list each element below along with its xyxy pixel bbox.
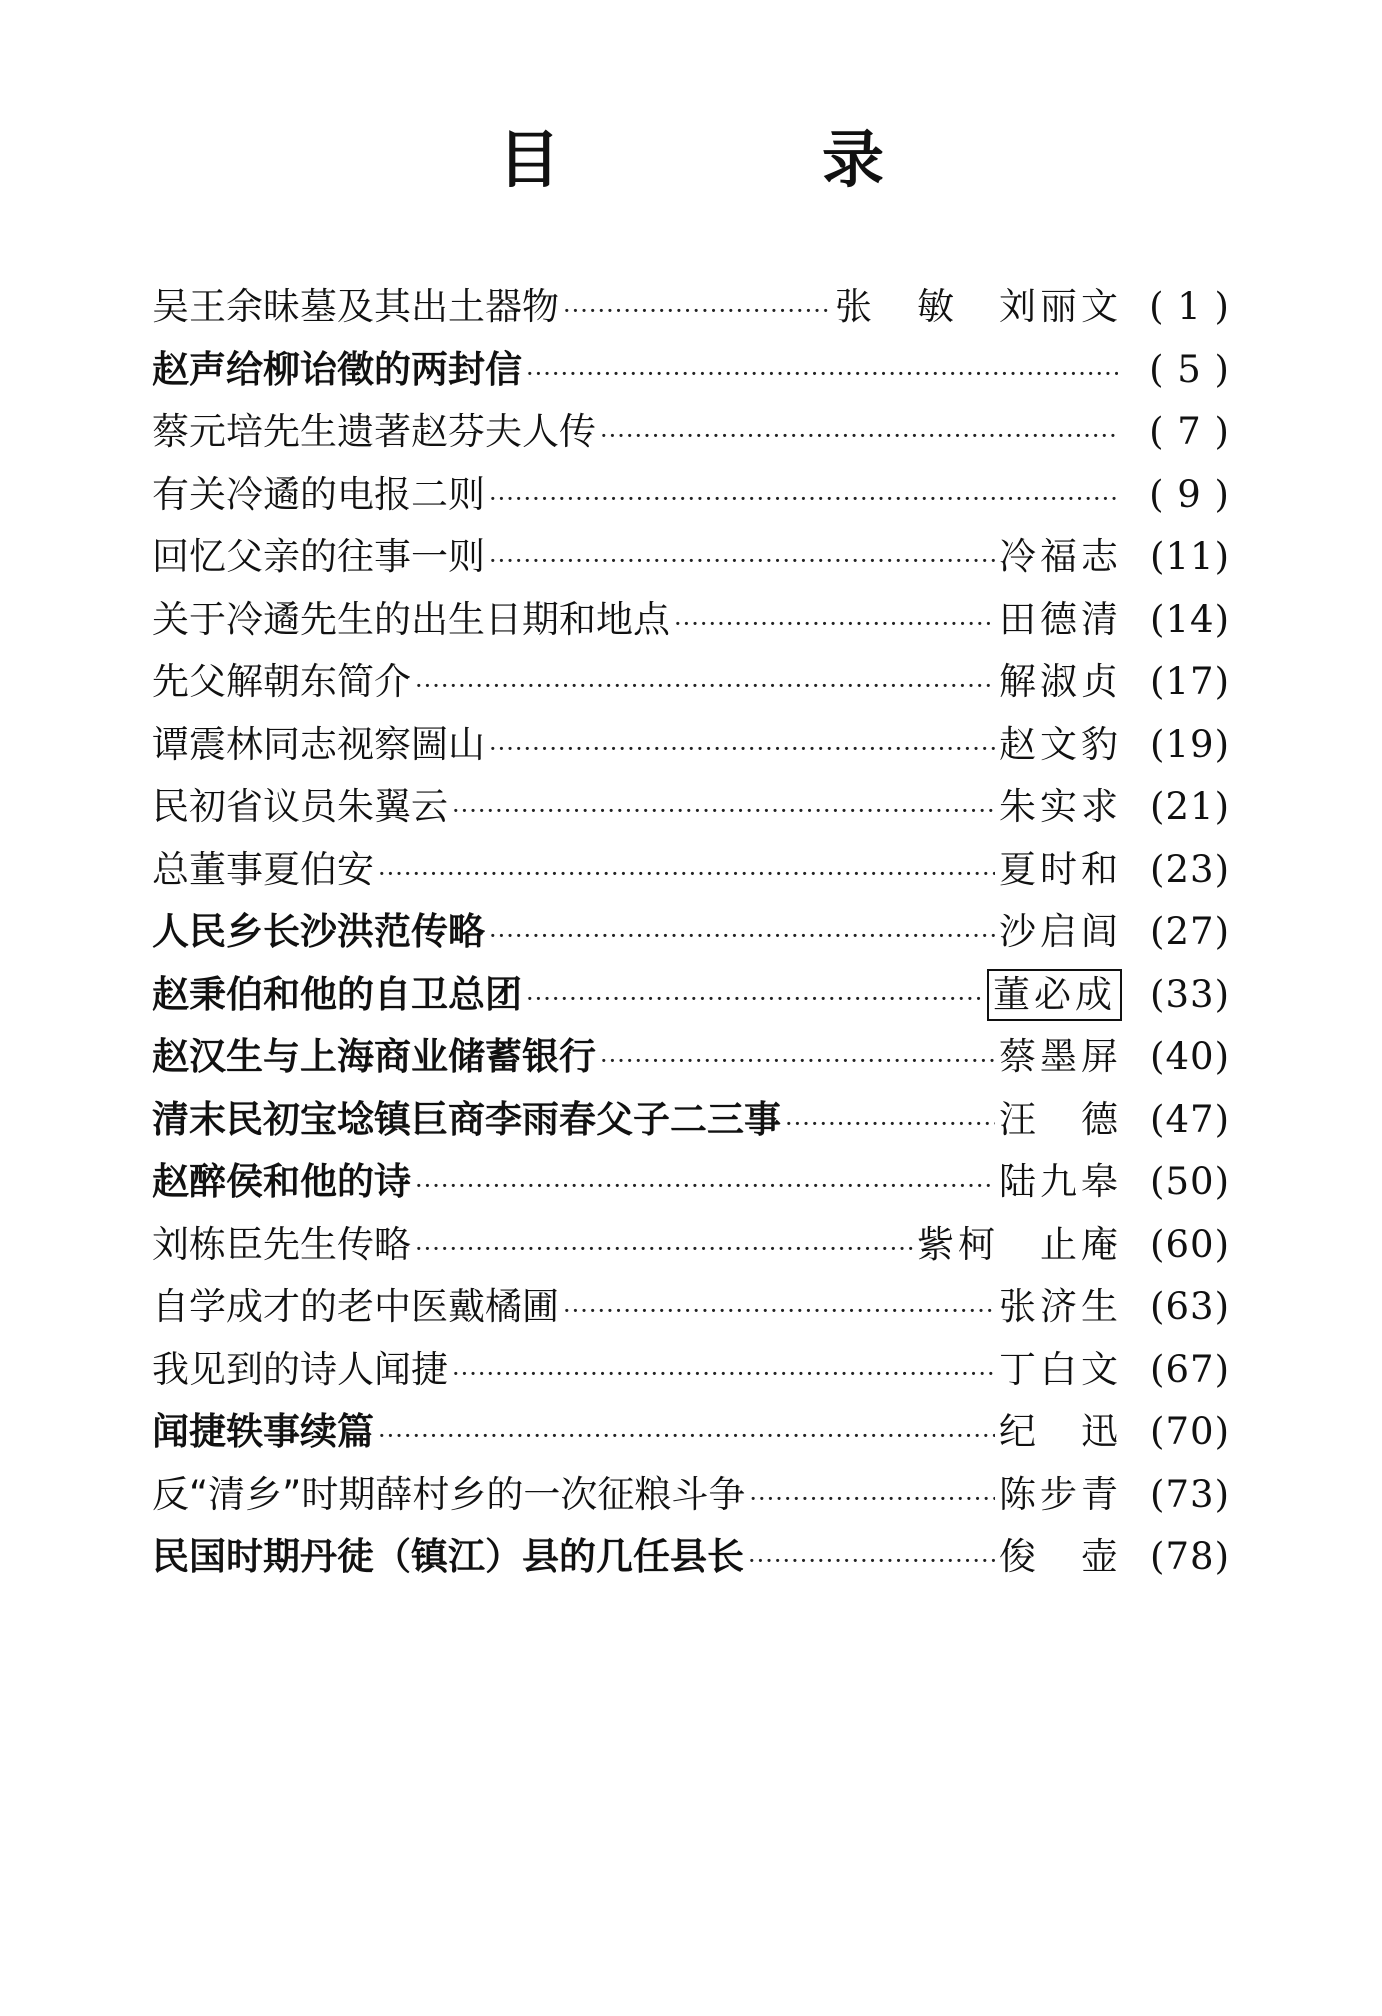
toc-entry-title: 吴王余昧墓及其出土器物 bbox=[152, 285, 559, 328]
toc-entry-author: 丁白文 bbox=[999, 1347, 1122, 1391]
toc-entry-title: 赵声给柳诒徵的两封信 bbox=[152, 347, 522, 391]
toc-entry bbox=[152, 839, 1230, 902]
toc-entry-title: 闻捷轶事续篇 bbox=[152, 1410, 374, 1453]
dot-leader bbox=[452, 1343, 995, 1406]
dot-leader bbox=[378, 1405, 995, 1468]
toc-entry bbox=[152, 776, 1230, 839]
toc-entry bbox=[152, 401, 1230, 464]
toc-entry-page: (73) bbox=[1150, 1472, 1230, 1516]
toc-entry-page: (23) bbox=[1150, 847, 1230, 891]
toc-entry bbox=[152, 1151, 1230, 1214]
toc-entry bbox=[152, 1339, 1230, 1402]
toc-entry bbox=[152, 589, 1230, 652]
dot-leader bbox=[415, 655, 995, 718]
dot-leader bbox=[378, 843, 995, 906]
toc-entry-author: 董必成 bbox=[987, 969, 1122, 1021]
toc-entry-author: 纪 迅 bbox=[999, 1410, 1122, 1453]
toc-entry-author: 汪 德 bbox=[999, 1097, 1122, 1141]
toc-entry bbox=[152, 1401, 1230, 1464]
toc-entry-title: 关于冷遹先生的出生日期和地点 bbox=[152, 597, 670, 641]
dot-leader bbox=[749, 1468, 995, 1531]
toc-entry-title: 有关冷遹的电报二则 bbox=[152, 472, 485, 516]
dot-leader bbox=[452, 780, 995, 843]
toc-entry bbox=[152, 339, 1230, 402]
toc-entry-author: 陆九皋 bbox=[999, 1160, 1122, 1203]
toc-entry-author: 夏时和 bbox=[999, 847, 1122, 891]
toc-entry bbox=[152, 1526, 1230, 1589]
dot-leader bbox=[600, 1030, 995, 1093]
toc-entry-page: (19) bbox=[1150, 722, 1230, 766]
toc-entry-page: (70) bbox=[1150, 1410, 1230, 1453]
toc-entry-author: 俊 壶 bbox=[999, 1535, 1122, 1578]
toc-entry bbox=[152, 464, 1230, 527]
toc-entry-page: (27) bbox=[1150, 910, 1230, 953]
toc-entry-title: 反“清乡”时期薛村乡的一次征粮斗争 bbox=[152, 1472, 746, 1516]
toc-entry bbox=[152, 276, 1230, 339]
dot-leader bbox=[563, 280, 831, 343]
toc-entry-author: 赵文豹 bbox=[999, 722, 1122, 766]
toc-entry bbox=[152, 651, 1230, 714]
toc-entry-page: ( 9 ) bbox=[1149, 472, 1230, 516]
toc-entry-title: 赵汉生与上海商业储蓄银行 bbox=[152, 1035, 596, 1078]
toc-entry-page: (14) bbox=[1150, 597, 1230, 641]
toc-entry-page: (78) bbox=[1150, 1535, 1230, 1578]
dot-leader bbox=[785, 1093, 995, 1156]
toc-entry-page: (50) bbox=[1150, 1160, 1230, 1203]
toc-entry-page: ( 1 ) bbox=[1149, 285, 1230, 328]
dot-leader bbox=[600, 405, 1118, 468]
toc-entry-author: 张 敏 刘丽文 bbox=[835, 285, 1122, 328]
toc-entry-title: 民国时期丹徒（镇江）县的几任县长 bbox=[152, 1535, 744, 1578]
toc-entry-author: 田德清 bbox=[999, 597, 1122, 641]
toc-entry bbox=[152, 901, 1230, 964]
dot-leader bbox=[489, 718, 995, 781]
toc-entry-page: ( 7 ) bbox=[1149, 410, 1230, 453]
toc-entry-author: 紫柯 止庵 bbox=[917, 1222, 1122, 1266]
toc-entry-title: 刘栋臣先生传略 bbox=[152, 1222, 411, 1266]
dot-leader bbox=[489, 905, 995, 968]
dot-leader bbox=[489, 468, 1118, 531]
toc-entry-page: (40) bbox=[1150, 1035, 1230, 1078]
toc-entry-title: 谭震林同志视察圌山 bbox=[152, 722, 485, 766]
toc-entry-page: (67) bbox=[1150, 1347, 1230, 1391]
dot-leader bbox=[748, 1530, 995, 1593]
dot-leader bbox=[415, 1218, 913, 1281]
toc-entry-title: 回忆父亲的往事一则 bbox=[152, 535, 485, 578]
toc-entry bbox=[152, 964, 1230, 1027]
toc-entry-title: 清末民初宝埝镇巨商李雨春父子二三事 bbox=[152, 1097, 781, 1141]
dot-leader bbox=[674, 593, 995, 656]
toc-entry-page: (60) bbox=[1150, 1222, 1230, 1266]
toc-entry-page: (17) bbox=[1150, 660, 1230, 703]
toc-entry-title: 人民乡长沙洪范传略 bbox=[152, 910, 485, 953]
toc-entry-title: 我见到的诗人闻捷 bbox=[152, 1347, 448, 1391]
toc-entry-title: 赵秉伯和他的自卫总团 bbox=[152, 972, 522, 1016]
toc-entry bbox=[152, 1464, 1230, 1527]
toc-entry bbox=[152, 1026, 1230, 1089]
toc-entry-title: 自学成才的老中医戴橘圃 bbox=[152, 1285, 559, 1328]
toc-entry-author: 蔡墨屏 bbox=[999, 1035, 1122, 1078]
toc-entry-author: 冷福志 bbox=[999, 535, 1122, 578]
toc-entry bbox=[152, 1214, 1230, 1277]
toc-entry-title: 赵醉侯和他的诗 bbox=[152, 1160, 411, 1203]
toc-entry-page: (33) bbox=[1150, 972, 1230, 1016]
toc-entry bbox=[152, 1089, 1230, 1152]
table-of-contents bbox=[152, 276, 1230, 1589]
toc-entry-title: 先父解朝东简介 bbox=[152, 660, 411, 703]
toc-entry-title: 民初省议员朱翼云 bbox=[152, 785, 448, 828]
toc-entry bbox=[152, 714, 1230, 777]
toc-entry-author: 张济生 bbox=[999, 1285, 1122, 1328]
dot-leader bbox=[526, 343, 1118, 406]
toc-entry-page: (47) bbox=[1150, 1097, 1230, 1141]
toc-entry bbox=[152, 526, 1230, 589]
toc-entry-page: (21) bbox=[1150, 785, 1230, 828]
dot-leader bbox=[489, 530, 995, 593]
toc-entry bbox=[152, 1276, 1230, 1339]
toc-entry-page: (11) bbox=[1150, 535, 1230, 578]
toc-entry-author: 陈步青 bbox=[999, 1472, 1122, 1516]
toc-entry-title: 蔡元培先生遗著赵芬夫人传 bbox=[152, 410, 596, 453]
toc-entry-author: 沙启闾 bbox=[999, 910, 1122, 953]
toc-entry-title: 总董事夏伯安 bbox=[152, 847, 374, 891]
toc-entry-author: 解淑贞 bbox=[999, 660, 1122, 703]
toc-entry-page: ( 5 ) bbox=[1149, 347, 1230, 391]
toc-entry-author: 朱实求 bbox=[999, 785, 1122, 828]
toc-entry-page: (63) bbox=[1150, 1285, 1230, 1328]
dot-leader bbox=[563, 1280, 995, 1343]
dot-leader bbox=[415, 1155, 995, 1218]
page-title: 目 录 bbox=[497, 123, 984, 196]
dot-leader bbox=[526, 968, 983, 1031]
